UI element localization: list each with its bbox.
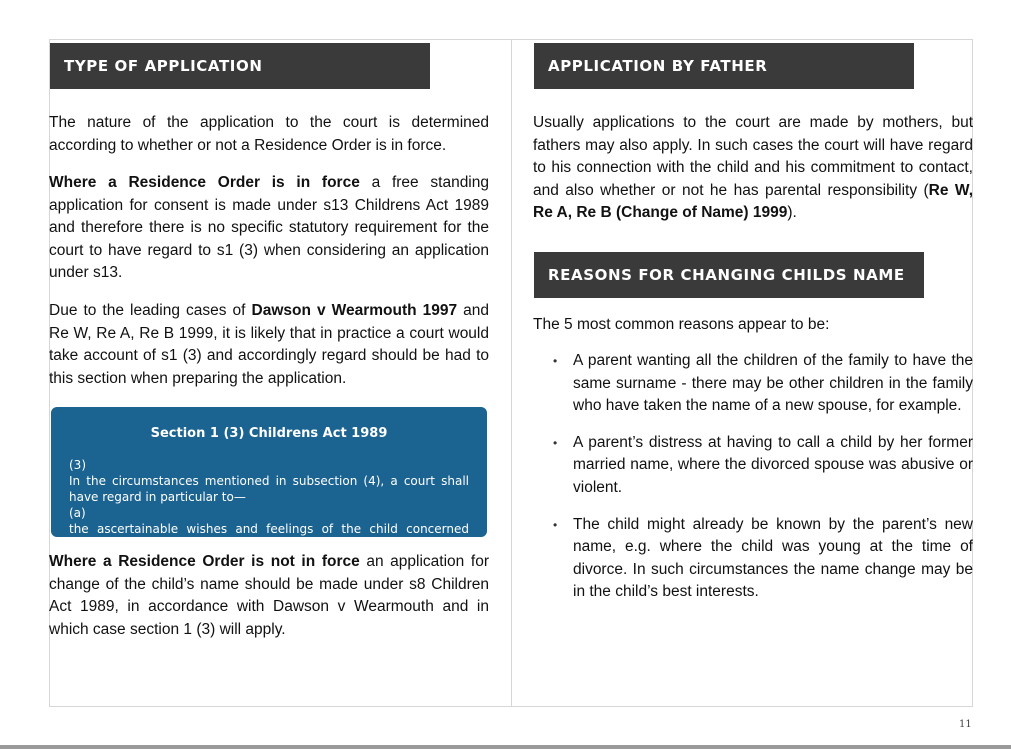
- bottom-rule: [0, 745, 1011, 749]
- bullet-icon: •: [553, 435, 558, 450]
- bullet-icon: •: [553, 354, 558, 368]
- heading-text: REASONS FOR CHANGING CHILDS NAME: [548, 266, 905, 284]
- heading-text: TYPE OF APPLICATION: [64, 57, 263, 75]
- statute-body: [69, 457, 469, 553]
- heading-application-by-father: [534, 43, 914, 89]
- paragraph-residence-in-force: [49, 172, 489, 285]
- leading-cases-pre: Due to the leading cases of: [49, 302, 252, 319]
- paragraph-leading-cases: [49, 300, 489, 390]
- list-item: [553, 350, 973, 418]
- paragraph-father-text: Usually applications to the court are made by mothers, but fathers may also apply. In such cases the court will have regard to his connection with the child and his commitment to contact, and also whether or not he has parental responsibility (: [533, 114, 973, 199]
- paragraph-residence-in-force-text: a free standing application for consent is made under s13 Childrens Act 1989 and therefore there is no specific statutory requirement for the court to have regard to s1 (3) when considering an application under s13.: [49, 174, 489, 282]
- heading-reasons-for-changing-name: [534, 252, 924, 298]
- statute-item-a-text: the ascertainable wishes and feelings of the child concerned (considered: [69, 522, 469, 552]
- paragraph-father-post: ).: [787, 204, 797, 222]
- leading-cases-post: and Re W, Re A, Re B 1999, it is likely that in practice a court would take account of s1 (3) and accordingly regard should be had to this section when preparing the application.: [49, 302, 490, 387]
- page-number: 11: [959, 719, 972, 730]
- paragraph-residence-not-in-force-text: an application for change of the child’s name should be made under s8 Children Act 1989, in accordance with Dawson v Wearmouth and in which case section 1 (3) will apply.: [49, 553, 489, 638]
- bold-dawson-case: Dawson v Wearmouth 1997: [251, 302, 458, 319]
- statute-intro: In the circumstances mentioned in subsection (4), a court shall have regard in particular to—: [69, 474, 469, 504]
- paragraph-nature-text: The nature of the application to the court is determined according to whether or not a Residence Order is in force.: [49, 114, 489, 154]
- statute-subsection-label: (3): [69, 458, 86, 472]
- column-divider: [511, 39, 512, 707]
- list-item: [553, 432, 973, 500]
- paragraph-nature: [49, 112, 489, 157]
- bold-residence-in-force: Where a Residence Order is in force: [49, 174, 360, 191]
- heading-text: APPLICATION BY FATHER: [548, 57, 768, 75]
- statute-excerpt-box: [51, 407, 487, 552]
- reasons-list: [553, 350, 973, 618]
- statute-title: Section 1 (3) Childrens Act 1989: [150, 426, 388, 441]
- statute-item-a-label: (a): [69, 506, 86, 520]
- paragraph-father: [533, 112, 973, 225]
- heading-type-of-application: [50, 43, 430, 89]
- list-item-text: A parent wanting all the children of the family to have the same surname - there may be other children in the family who have taken the name of a new spouse, for example.: [573, 352, 973, 415]
- bold-re-w-case: Re W, Re A, Re B (Change of Name) 1999: [533, 181, 973, 222]
- bullet-icon: •: [553, 517, 558, 532]
- list-item-text: The child might already be known by the parent’s new name, e.g. where the child was young at the time of divorce. In such circumstances the name change may be in the child’s best interests.: [573, 515, 973, 601]
- list-item-text: A parent’s distress at having to call a child by her former married name, where the divorced spouse was abusive or violent.: [573, 433, 973, 496]
- reasons-intro: [533, 314, 973, 337]
- reasons-intro-text: The 5 most common reasons appear to be:: [533, 316, 830, 333]
- paragraph-residence-not-in-force: [49, 551, 489, 641]
- list-item: [553, 514, 973, 604]
- bold-residence-not-in-force: Where a Residence Order is not in force: [49, 553, 360, 570]
